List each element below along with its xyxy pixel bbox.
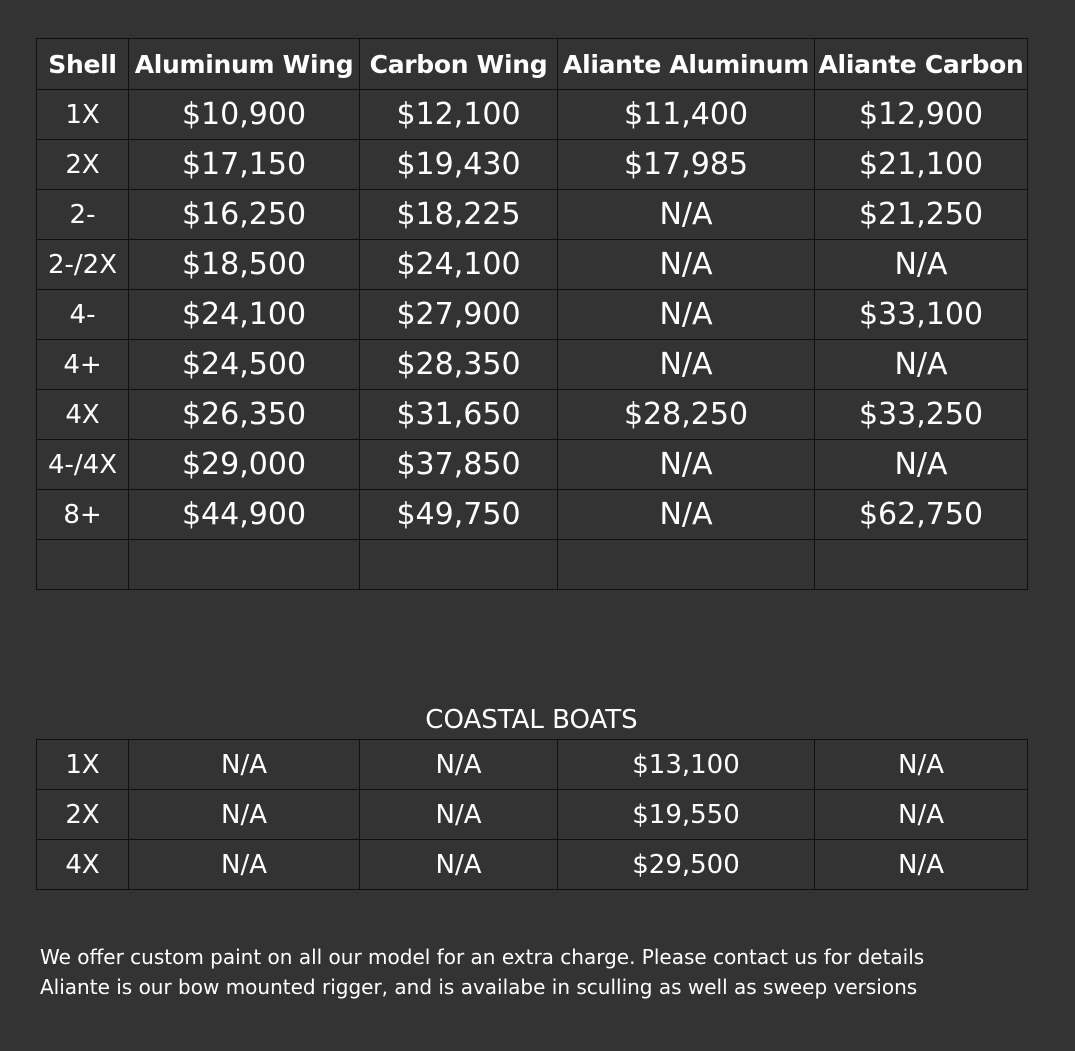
table-row: [37, 290, 1028, 340]
price-cell: $37,850: [360, 440, 558, 490]
price-cell: $33,100: [815, 290, 1028, 340]
price-cell: $28,350: [360, 340, 558, 390]
shell-type-cell: 4X: [37, 840, 129, 890]
price-cell: N/A: [815, 790, 1028, 840]
price-cell: [558, 540, 815, 590]
header-aliante-carbon: Aliante Carbon: [815, 39, 1028, 90]
price-cell: $62,750: [815, 490, 1028, 540]
price-cell: N/A: [558, 290, 815, 340]
header-aliante-aluminum: Aliante Aluminum: [558, 39, 815, 90]
shell-type-cell: 1X: [37, 740, 129, 790]
price-cell: [129, 540, 360, 590]
table-row: [37, 390, 1028, 440]
table-row: [37, 790, 1028, 840]
price-cell: $12,100: [360, 90, 558, 140]
price-cell: $44,900: [129, 490, 360, 540]
price-table: [36, 38, 1028, 590]
price-cell: $26,350: [129, 390, 360, 440]
price-cell: $33,250: [815, 390, 1028, 440]
price-cell: N/A: [129, 840, 360, 890]
price-cell: $12,900: [815, 90, 1028, 140]
table-row: [37, 740, 1028, 790]
footnotes: [40, 942, 924, 1002]
table-row: [37, 840, 1028, 890]
price-cell: $27,900: [360, 290, 558, 340]
price-cell: $21,250: [815, 190, 1028, 240]
note-aliante: Aliante is our bow mounted rigger, and is availabe in sculling as well as sweep versions: [40, 975, 918, 999]
price-cell: $17,150: [129, 140, 360, 190]
shell-type-cell: 2X: [37, 790, 129, 840]
shell-type-cell: 2-/2X: [37, 240, 129, 290]
table-row: [37, 140, 1028, 190]
price-cell: $21,100: [815, 140, 1028, 190]
price-cell: $18,500: [129, 240, 360, 290]
table-row: [37, 340, 1028, 390]
price-cell: $24,100: [129, 290, 360, 340]
shell-type-cell: 4X: [37, 390, 129, 440]
price-cell: N/A: [360, 840, 558, 890]
header-shell: Shell: [37, 39, 129, 90]
header-row: [37, 39, 1028, 90]
price-cell: [360, 540, 558, 590]
price-cell: N/A: [558, 190, 815, 240]
shell-type-cell: 2-: [37, 190, 129, 240]
table-row: [37, 190, 1028, 240]
price-cell: $19,550: [558, 790, 815, 840]
price-cell: $19,430: [360, 140, 558, 190]
price-cell: [815, 540, 1028, 590]
price-cell: N/A: [558, 240, 815, 290]
price-cell: $49,750: [360, 490, 558, 540]
price-cell: $29,000: [129, 440, 360, 490]
table-row: [37, 540, 1028, 590]
coastal-price-table: [36, 739, 1028, 890]
table-row: [37, 90, 1028, 140]
price-cell: N/A: [129, 790, 360, 840]
price-cell: N/A: [815, 440, 1028, 490]
price-cell: N/A: [558, 440, 815, 490]
shell-type-cell: 1X: [37, 90, 129, 140]
price-cell: N/A: [360, 790, 558, 840]
shell-type-cell: 4-: [37, 290, 129, 340]
price-cell: N/A: [558, 490, 815, 540]
price-cell: N/A: [815, 240, 1028, 290]
price-cell: N/A: [815, 340, 1028, 390]
price-cell: N/A: [558, 340, 815, 390]
note-custom-paint: We offer custom paint on all our model for an extra charge. Please contact us for details: [40, 945, 925, 969]
table-row: [37, 240, 1028, 290]
table-row: [37, 440, 1028, 490]
header-carbon-wing: Carbon Wing: [360, 39, 558, 90]
shell-type-cell: 2X: [37, 140, 129, 190]
price-cell: N/A: [815, 840, 1028, 890]
price-cell: $24,100: [360, 240, 558, 290]
price-cell: $24,500: [129, 340, 360, 390]
shell-type-cell: 4-/4X: [37, 440, 129, 490]
price-cell: $28,250: [558, 390, 815, 440]
shell-type-cell: 8+: [37, 490, 129, 540]
coastal-boats-title: COASTAL BOATS: [425, 705, 638, 735]
price-cell: $18,225: [360, 190, 558, 240]
price-cell: $17,985: [558, 140, 815, 190]
shell-type-cell: [37, 540, 129, 590]
price-cell: $10,900: [129, 90, 360, 140]
price-cell: $31,650: [360, 390, 558, 440]
price-cell: N/A: [360, 740, 558, 790]
price-cell: $11,400: [558, 90, 815, 140]
price-cell: $29,500: [558, 840, 815, 890]
price-cell: $16,250: [129, 190, 360, 240]
shell-type-cell: 4+: [37, 340, 129, 390]
price-cell: N/A: [815, 740, 1028, 790]
price-cell: N/A: [129, 740, 360, 790]
price-cell: $13,100: [558, 740, 815, 790]
header-aluminum-wing: Aluminum Wing: [129, 39, 360, 90]
table-row: [37, 490, 1028, 540]
